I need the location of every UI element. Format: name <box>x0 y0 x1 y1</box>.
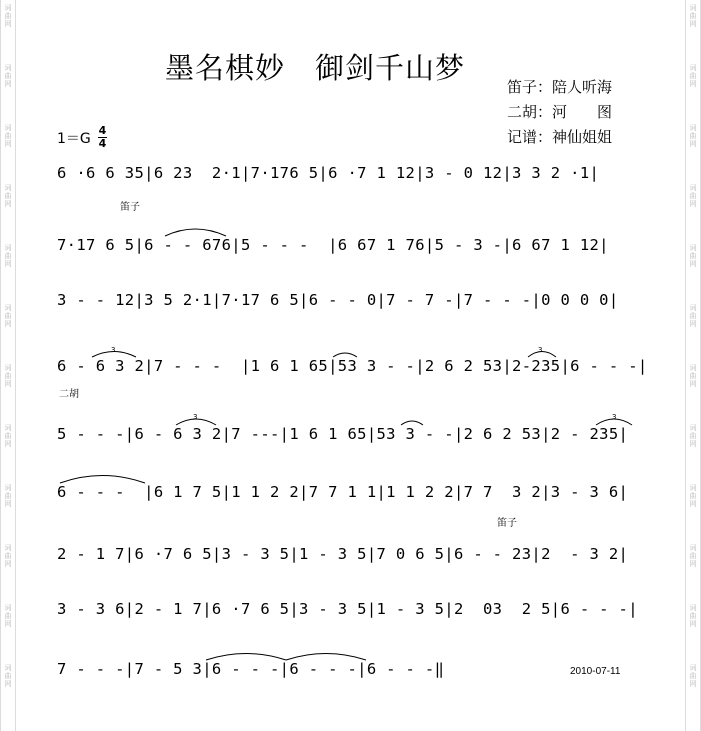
watermark-text: 词 曲 网 <box>689 484 697 508</box>
svg-text:3: 3 <box>193 413 198 421</box>
score-row-2: 7·17 6 5|6 - - 676|5 - - - |6 67 1 76|5 - 3 -|6 67 1 12| <box>57 236 609 254</box>
watermark-text: 词 曲 网 <box>4 64 12 88</box>
score-row-4: 6 - 6 3 2|7 - - - |1 6 1 65|53 3 - -|2 6 2 53|2-235|6 - - -| <box>57 357 648 375</box>
svg-text:3: 3 <box>612 413 617 421</box>
watermark-text: 词 曲 网 <box>4 124 12 148</box>
watermark-text: 词 曲 网 <box>689 244 697 268</box>
score-row-3: 3 - - 12|3 5 2·1|7·17 6 5|6 - - 0|7 - 7 -|7 - - -|0 0 0 0| <box>57 291 619 309</box>
instrument-label-flute: 笛子 <box>120 202 140 213</box>
score-row-7: 2 - 1 7|6 ·7 6 5|3 - 3 5|1 - 3 5|7 0 6 5|6 - - 23|2 - 3 2| <box>57 545 629 563</box>
score-row-6: 6 - - - |6 1 7 5|1 1 2 2|7 7 1 1|1 1 2 2|7 7 3 2|3 - 3 6| <box>57 483 629 501</box>
watermark-text: 词 曲 网 <box>4 364 12 388</box>
song-title: 墨名棋妙 御剑千山梦 <box>165 51 466 85</box>
watermark-text: 词 曲 网 <box>689 4 697 28</box>
instrument-label-flute-2: 笛子 <box>497 518 517 529</box>
score-row-8: 3 - 3 6|2 - 1 7|6 ·7 6 5|3 - 3 5|1 - 3 5|2 03 2 5|6 - - -| <box>57 600 638 618</box>
watermark-text: 词 曲 网 <box>689 304 697 328</box>
watermark-text: 词 曲 网 <box>4 664 12 688</box>
watermark-text: 词 曲 网 <box>689 424 697 448</box>
watermark-text: 词 曲 网 <box>689 544 697 568</box>
time-signature: 4 4 <box>98 124 107 150</box>
credit-transcriber: 记谱：神仙姐姐 <box>507 128 613 146</box>
watermark-text: 词 曲 网 <box>689 664 697 688</box>
watermark-text: 词 曲 网 <box>689 364 697 388</box>
score-row-5: 5 - - -|6 - 6 3 2|7 ---|1 6 1 65|53 3 - -|2 6 2 53|2 - 235| <box>57 425 629 443</box>
watermark-text: 词 曲 网 <box>4 184 12 208</box>
watermark-text: 词 曲 网 <box>4 544 12 568</box>
watermark-text: 词 曲 网 <box>4 4 12 28</box>
score-row-1: 6 ·6 6 35|6 23 2·1|7·176 5|6 ·7 1 12|3 - 0 12|3 3 2 ·1| <box>57 164 600 182</box>
svg-text:3: 3 <box>538 346 543 354</box>
watermark-text: 词 曲 网 <box>689 64 697 88</box>
key-signature: 1＝G <box>57 131 91 147</box>
watermark-text: 词 曲 网 <box>4 424 12 448</box>
svg-text:3: 3 <box>111 346 116 354</box>
watermark-text: 词 曲 网 <box>689 124 697 148</box>
instrument-label-erhu: 二胡 <box>59 389 79 400</box>
transcription-date: 2010-07-11 <box>570 666 621 677</box>
watermark-text: 词 曲 网 <box>689 604 697 628</box>
credit-flute: 笛子：陪人听海 <box>507 78 613 96</box>
watermark-text: 词 曲 网 <box>4 604 12 628</box>
score-row-9: 7 - - -|7 - 5 3|6 - - -|6 - - -|6 - - -‖ <box>57 660 445 678</box>
watermark-text: 词 曲 网 <box>4 484 12 508</box>
watermark-text: 词 曲 网 <box>689 184 697 208</box>
credit-erhu: 二胡：河 图 <box>507 103 613 121</box>
watermark-text: 词 曲 网 <box>4 244 12 268</box>
watermark-text: 词 曲 网 <box>4 304 12 328</box>
